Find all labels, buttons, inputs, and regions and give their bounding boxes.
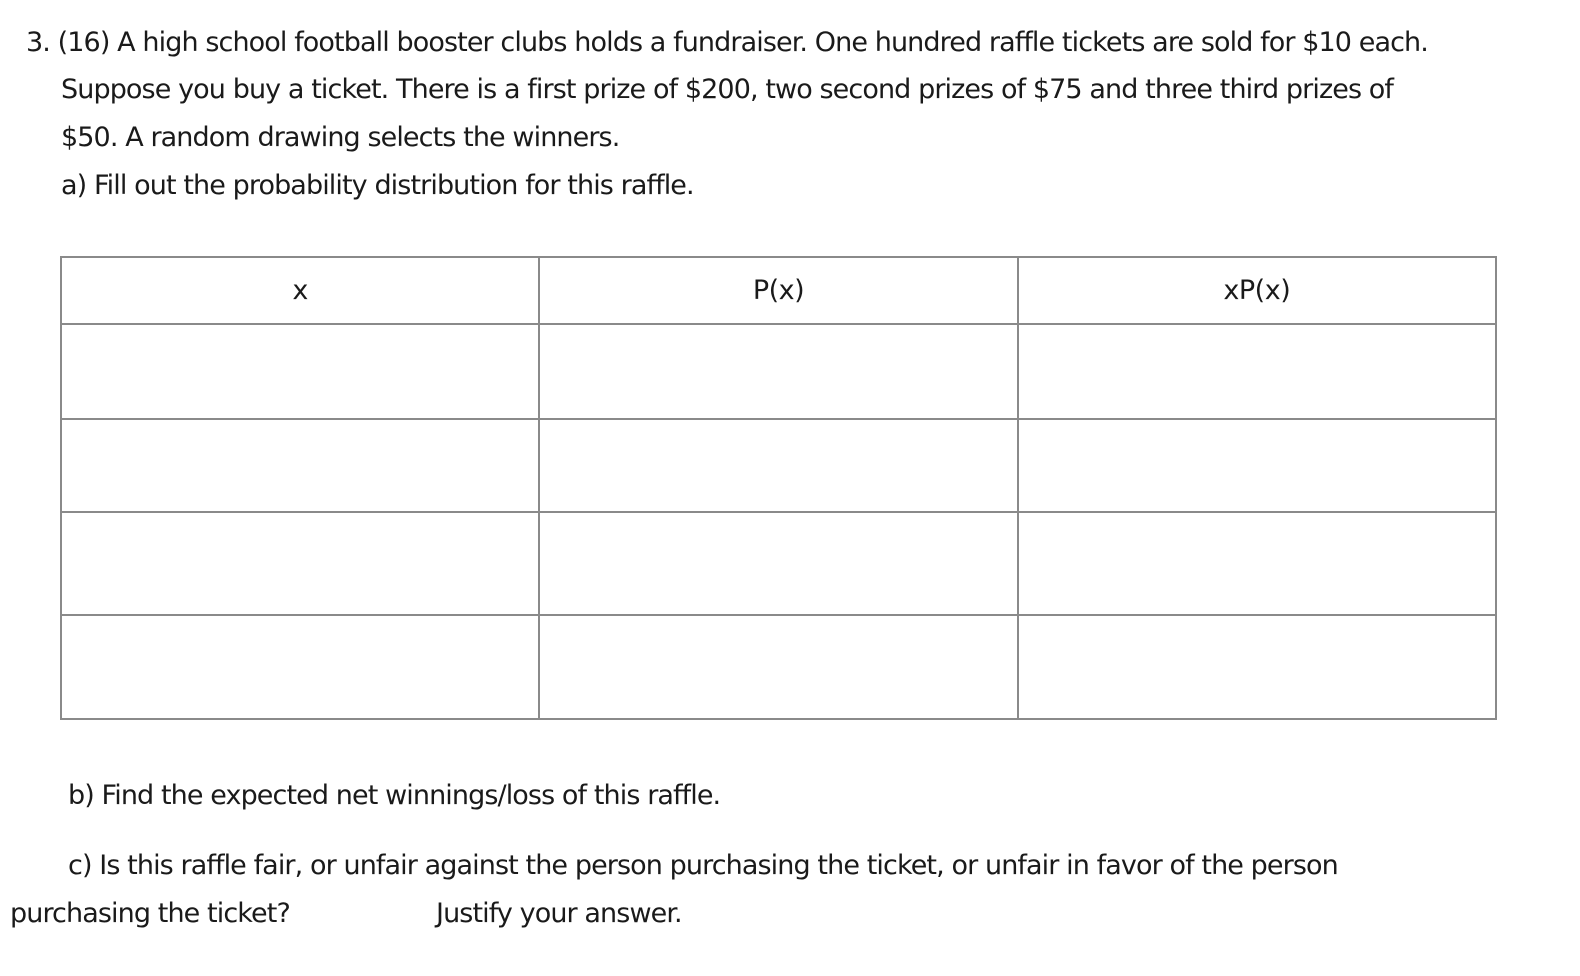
table-row — [61, 512, 1496, 615]
probability-distribution-table — [60, 256, 1497, 720]
table-cell[interactable] — [539, 419, 1017, 512]
table-row — [61, 324, 1496, 419]
table-cell[interactable] — [61, 512, 539, 615]
table-header-row — [61, 257, 1496, 324]
part-c-justify: Justify your answer. — [436, 898, 682, 929]
table-cell[interactable] — [1018, 324, 1496, 419]
problem-statement-line-1: 3. (16) A high school football booster clubs holds a fundraiser. One hundred raffle tickets are sold for $10 each. — [26, 27, 1428, 58]
header-px: P(x) — [539, 257, 1017, 324]
header-x: x — [61, 257, 539, 324]
problem-statement-line-3: $50. A random drawing selects the winners. — [61, 122, 620, 153]
table-cell[interactable] — [1018, 615, 1496, 719]
table-cell[interactable] — [1018, 419, 1496, 512]
table-cell[interactable] — [539, 512, 1017, 615]
table-row — [61, 419, 1496, 512]
part-a-prompt: a) Fill out the probability distribution for this raffle. — [61, 170, 694, 201]
part-c-prompt-line-1: c) Is this raffle fair, or unfair against the person purchasing the ticket, or unfair in favor of the person — [68, 850, 1338, 881]
part-c-prompt-line-2: purchasing the ticket? — [10, 898, 290, 929]
table-cell[interactable] — [61, 615, 539, 719]
table-cell[interactable] — [539, 615, 1017, 719]
table-cell[interactable] — [539, 324, 1017, 419]
table-cell[interactable] — [61, 324, 539, 419]
table-cell[interactable] — [61, 419, 539, 512]
header-xpx: xP(x) — [1018, 257, 1496, 324]
table-cell[interactable] — [1018, 512, 1496, 615]
problem-statement-line-2: Suppose you buy a ticket. There is a first prize of $200, two second prizes of $75 and three third prizes of — [61, 74, 1394, 105]
part-b-prompt: b) Find the expected net winnings/loss of this raffle. — [68, 780, 721, 811]
table-row — [61, 615, 1496, 719]
